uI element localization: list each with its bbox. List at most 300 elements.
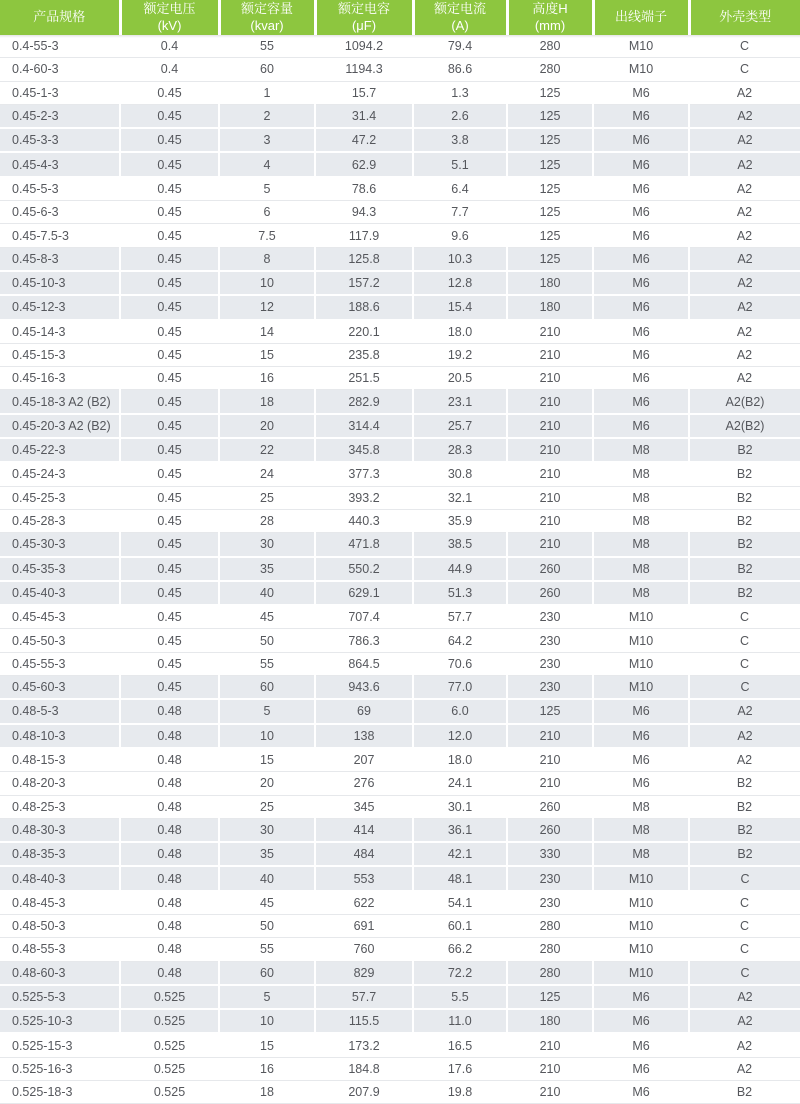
table-cell: 0.45 [120, 509, 219, 532]
table-cell: M8 [593, 795, 689, 818]
column-header-product-spec [0, 0, 120, 35]
table-cell: 0.48-45-3 [0, 891, 120, 915]
table-cell: 1.3 [413, 81, 507, 104]
table-cell: 0.48 [120, 891, 219, 915]
column-header-shell-type [689, 0, 800, 35]
table-cell: 50 [219, 629, 315, 652]
table-cell: 0.45 [120, 533, 219, 557]
table-cell: 345.8 [315, 438, 413, 462]
table-cell: B2 [689, 795, 800, 818]
table-cell: M6 [593, 104, 689, 128]
table-cell: A2 [689, 247, 800, 271]
table-cell: 184.8 [315, 1057, 413, 1080]
table-cell: 0.45-12-3 [0, 295, 120, 319]
table-cell: A2 [689, 1009, 800, 1033]
table-cell: 18 [219, 390, 315, 414]
table-cell: 207 [315, 748, 413, 772]
table-cell: 210 [507, 390, 593, 414]
table-cell: 3 [219, 128, 315, 152]
table-cell: 0.4-60-3 [0, 58, 120, 81]
table-cell: 20 [219, 772, 315, 795]
table-cell: 230 [507, 676, 593, 700]
table-row [0, 772, 800, 795]
table-row [0, 104, 800, 128]
table-cell: 72.2 [413, 961, 507, 985]
table-cell: 0.48-60-3 [0, 961, 120, 985]
table-cell: 943.6 [315, 676, 413, 700]
table-cell: M8 [593, 486, 689, 509]
table-cell: 280 [507, 58, 593, 81]
table-row [0, 177, 800, 201]
table-cell: 57.7 [315, 985, 413, 1009]
table-cell: 62.9 [315, 152, 413, 176]
table-row [0, 271, 800, 295]
table-cell: 15.4 [413, 295, 507, 319]
table-cell: M6 [593, 748, 689, 772]
table-cell: 0.45 [120, 629, 219, 652]
table-cell: M10 [593, 961, 689, 985]
table-cell: M6 [593, 201, 689, 224]
table-cell: 0.48-55-3 [0, 938, 120, 961]
table-cell: M6 [593, 343, 689, 366]
table-row [0, 509, 800, 532]
table-cell: M10 [593, 35, 689, 58]
table-cell: 5.5 [413, 985, 507, 1009]
table-row [0, 842, 800, 866]
table-cell: 5 [219, 699, 315, 723]
table-cell: 210 [507, 486, 593, 509]
table-row [0, 557, 800, 581]
header-label: 出线端子 [595, 9, 688, 25]
table-cell: 35.9 [413, 509, 507, 532]
table-cell: 0.45 [120, 367, 219, 390]
table-cell: M6 [593, 81, 689, 104]
table-cell: 54.1 [413, 891, 507, 915]
table-cell: 393.2 [315, 486, 413, 509]
table-cell: 0.45-4-3 [0, 152, 120, 176]
table-cell: 5 [219, 177, 315, 201]
table-cell: 230 [507, 866, 593, 890]
table-cell: 210 [507, 367, 593, 390]
table-cell: M8 [593, 509, 689, 532]
table-cell: 16 [219, 367, 315, 390]
table-cell: 0.45 [120, 247, 219, 271]
table-cell: 7.5 [219, 224, 315, 247]
table-cell: 0.45 [120, 414, 219, 438]
table-cell: 28.3 [413, 438, 507, 462]
table-cell: 20 [219, 414, 315, 438]
table-cell: M6 [593, 414, 689, 438]
table-cell: 10 [219, 271, 315, 295]
table-cell: 0.45-45-3 [0, 605, 120, 629]
table-row [0, 818, 800, 842]
header-unit: (A) [415, 18, 506, 34]
table-cell: 230 [507, 652, 593, 675]
table-cell: 0.525-5-3 [0, 985, 120, 1009]
table-row [0, 367, 800, 390]
table-cell: 0.45 [120, 128, 219, 152]
table-cell: 0.45-3-3 [0, 128, 120, 152]
table-cell: 0.45 [120, 581, 219, 605]
table-cell: 55 [219, 35, 315, 58]
table-cell: 45 [219, 605, 315, 629]
table-cell: 18 [219, 1081, 315, 1104]
table-cell: 12 [219, 295, 315, 319]
table-cell: 707.4 [315, 605, 413, 629]
table-cell: 0.45 [120, 676, 219, 700]
table-cell: B2 [689, 818, 800, 842]
table-cell: 30 [219, 818, 315, 842]
table-cell: M8 [593, 842, 689, 866]
table-cell: 0.48 [120, 938, 219, 961]
table-cell: B2 [689, 1081, 800, 1104]
table-cell: 0.48 [120, 842, 219, 866]
table-cell: M6 [593, 724, 689, 748]
table-cell: M6 [593, 247, 689, 271]
table-cell: 15 [219, 1033, 315, 1057]
table-cell: M10 [593, 914, 689, 937]
table-cell: 0.525 [120, 1081, 219, 1104]
table-cell: A2 [689, 748, 800, 772]
table-row [0, 224, 800, 247]
table-cell: 0.45-35-3 [0, 557, 120, 581]
header-label: 额定电流 [415, 1, 506, 17]
table-cell: A2 [689, 224, 800, 247]
table-row [0, 795, 800, 818]
table-cell: 210 [507, 320, 593, 344]
table-cell: 180 [507, 1009, 593, 1033]
table-cell: 0.45 [120, 557, 219, 581]
table-cell: 24.1 [413, 772, 507, 795]
table-cell: 0.4 [120, 58, 219, 81]
table-cell: 125 [507, 104, 593, 128]
table-cell: A2 [689, 177, 800, 201]
table-cell: M6 [593, 271, 689, 295]
table-cell: 260 [507, 818, 593, 842]
table-cell: 0.45 [120, 652, 219, 675]
table-cell: 622 [315, 891, 413, 915]
table-cell: 0.48-35-3 [0, 842, 120, 866]
header-unit: (kvar) [221, 18, 314, 34]
table-cell: 125 [507, 699, 593, 723]
table-cell: 24 [219, 462, 315, 486]
table-row [0, 699, 800, 723]
table-cell: 16 [219, 1057, 315, 1080]
table-cell: 78.6 [315, 177, 413, 201]
table-row [0, 81, 800, 104]
column-header-rated-current [413, 0, 507, 35]
table-cell: C [689, 652, 800, 675]
table-cell: 210 [507, 1033, 593, 1057]
table-cell: B2 [689, 581, 800, 605]
table-cell: 42.1 [413, 842, 507, 866]
header-label: 产品规格 [0, 9, 119, 25]
table-cell: 0.45-2-3 [0, 104, 120, 128]
table-cell: 79.4 [413, 35, 507, 58]
table-cell: 0.45 [120, 462, 219, 486]
column-header-height [507, 0, 593, 35]
table-cell: 60.1 [413, 914, 507, 937]
table-row [0, 629, 800, 652]
table-cell: 260 [507, 581, 593, 605]
table-cell: A2 [689, 699, 800, 723]
header-unit: (kV) [122, 18, 218, 34]
table-cell: M8 [593, 818, 689, 842]
table-cell: 0.48-50-3 [0, 914, 120, 937]
table-cell: 314.4 [315, 414, 413, 438]
table-cell: B2 [689, 842, 800, 866]
table-row [0, 128, 800, 152]
table-cell: 1 [219, 81, 315, 104]
table-cell: 0.45 [120, 201, 219, 224]
table-cell: 0.525 [120, 985, 219, 1009]
table-cell: 48.1 [413, 866, 507, 890]
table-cell: 125 [507, 247, 593, 271]
table-cell: 0.45-55-3 [0, 652, 120, 675]
table-cell: 51.3 [413, 581, 507, 605]
table-cell: M10 [593, 629, 689, 652]
table-cell: 20.5 [413, 367, 507, 390]
table-cell: 210 [507, 509, 593, 532]
table-row [0, 343, 800, 366]
table-cell: 47.2 [315, 128, 413, 152]
table-cell: 77.0 [413, 676, 507, 700]
table-cell: 64.2 [413, 629, 507, 652]
table-cell: A2 [689, 295, 800, 319]
table-cell: 210 [507, 1057, 593, 1080]
table-cell: 550.2 [315, 557, 413, 581]
table-row [0, 676, 800, 700]
table-row [0, 438, 800, 462]
table-cell: 230 [507, 891, 593, 915]
table-cell: C [689, 35, 800, 58]
table-cell: 44.9 [413, 557, 507, 581]
table-cell: 0.45 [120, 605, 219, 629]
header-unit: (mm) [509, 18, 592, 34]
table-row [0, 748, 800, 772]
table-cell: 28 [219, 509, 315, 532]
table-cell: 16.5 [413, 1033, 507, 1057]
table-cell: 6 [219, 201, 315, 224]
table-cell: M6 [593, 320, 689, 344]
table-cell: M8 [593, 557, 689, 581]
table-cell: 125 [507, 985, 593, 1009]
table-cell: 22 [219, 438, 315, 462]
table-row [0, 1057, 800, 1080]
table-cell: M10 [593, 866, 689, 890]
header-label: 额定容量 [221, 1, 314, 17]
table-cell: 691 [315, 914, 413, 937]
table-cell: 0.45 [120, 390, 219, 414]
table-cell: M10 [593, 891, 689, 915]
table-cell: B2 [689, 772, 800, 795]
table-cell: 69 [315, 699, 413, 723]
table-cell: 10 [219, 724, 315, 748]
table-cell: 0.45-14-3 [0, 320, 120, 344]
table-cell: 70.6 [413, 652, 507, 675]
table-cell: 760 [315, 938, 413, 961]
table-cell: 173.2 [315, 1033, 413, 1057]
table-cell: 94.3 [315, 201, 413, 224]
table-row [0, 247, 800, 271]
table-cell: 23.1 [413, 390, 507, 414]
table-cell: 86.6 [413, 58, 507, 81]
table-row [0, 390, 800, 414]
table-cell: M6 [593, 1033, 689, 1057]
table-cell: C [689, 676, 800, 700]
table-cell: 17.6 [413, 1057, 507, 1080]
table-cell: 0.45-6-3 [0, 201, 120, 224]
table-cell: 1194.3 [315, 58, 413, 81]
table-cell: 0.45-15-3 [0, 343, 120, 366]
table-cell: M10 [593, 676, 689, 700]
table-cell: 280 [507, 914, 593, 937]
table-cell: A2 [689, 201, 800, 224]
table-cell: B2 [689, 557, 800, 581]
table-cell: 1094.2 [315, 35, 413, 58]
table-cell: M6 [593, 224, 689, 247]
table-row [0, 652, 800, 675]
table-cell: 25 [219, 486, 315, 509]
table-cell: 0.48 [120, 818, 219, 842]
table-cell: B2 [689, 509, 800, 532]
table-cell: 280 [507, 938, 593, 961]
table-cell: 0.45 [120, 152, 219, 176]
header-label: 额定电压 [122, 1, 218, 17]
table-cell: C [689, 629, 800, 652]
table-cell: 32.1 [413, 486, 507, 509]
table-cell: 210 [507, 772, 593, 795]
table-cell: 0.45-10-3 [0, 271, 120, 295]
table-cell: 15 [219, 343, 315, 366]
table-cell: 125 [507, 224, 593, 247]
table-cell: 251.5 [315, 367, 413, 390]
table-cell: A2 [689, 81, 800, 104]
table-cell: 60 [219, 58, 315, 81]
table-cell: C [689, 961, 800, 985]
table-cell: 0.45-30-3 [0, 533, 120, 557]
table-cell: 210 [507, 343, 593, 366]
table-cell: 25.7 [413, 414, 507, 438]
table-cell: 280 [507, 35, 593, 58]
table-cell: 36.1 [413, 818, 507, 842]
table-cell: C [689, 938, 800, 961]
table-cell: 0.45-8-3 [0, 247, 120, 271]
table-cell: 230 [507, 605, 593, 629]
table-cell: 30.8 [413, 462, 507, 486]
table-cell: 12.8 [413, 271, 507, 295]
table-cell: 138 [315, 724, 413, 748]
table-cell: 0.48 [120, 699, 219, 723]
table-cell: 2 [219, 104, 315, 128]
table-cell: 125 [507, 81, 593, 104]
table-cell: B2 [689, 533, 800, 557]
table-row [0, 724, 800, 748]
table-cell: 66.2 [413, 938, 507, 961]
table-cell: 864.5 [315, 652, 413, 675]
table-cell: 0.45 [120, 271, 219, 295]
table-cell: A2 [689, 104, 800, 128]
table-cell: 207.9 [315, 1081, 413, 1104]
table-cell: 0.45 [120, 486, 219, 509]
table-row [0, 201, 800, 224]
table-cell: 38.5 [413, 533, 507, 557]
table-cell: 260 [507, 795, 593, 818]
table-cell: 210 [507, 724, 593, 748]
table-row [0, 1081, 800, 1104]
table-cell: B2 [689, 438, 800, 462]
table-cell: 210 [507, 533, 593, 557]
table-cell: 0.48-20-3 [0, 772, 120, 795]
table-cell: M6 [593, 367, 689, 390]
table-row [0, 985, 800, 1009]
table-cell: 210 [507, 748, 593, 772]
table-cell: 3.8 [413, 128, 507, 152]
table-cell: 12.0 [413, 724, 507, 748]
table-cell: 0.45 [120, 81, 219, 104]
table-cell: 125 [507, 201, 593, 224]
table-cell: 40 [219, 866, 315, 890]
table-cell: 117.9 [315, 224, 413, 247]
spec-table-body [0, 35, 800, 1104]
table-cell: 0.45 [120, 295, 219, 319]
table-cell: 60 [219, 961, 315, 985]
table-cell: 0.525-15-3 [0, 1033, 120, 1057]
table-cell: 125 [507, 152, 593, 176]
table-cell: M10 [593, 58, 689, 81]
table-row [0, 58, 800, 81]
table-cell: 0.45 [120, 104, 219, 128]
table-cell: 30 [219, 533, 315, 557]
table-cell: 9.6 [413, 224, 507, 247]
table-cell: 19.8 [413, 1081, 507, 1104]
table-cell: 0.525-16-3 [0, 1057, 120, 1080]
table-row [0, 1033, 800, 1057]
table-cell: 0.45-1-3 [0, 81, 120, 104]
table-cell: 235.8 [315, 343, 413, 366]
table-cell: 14 [219, 320, 315, 344]
header-unit: (μF) [317, 18, 412, 34]
table-cell: A2 [689, 1033, 800, 1057]
table-cell: 57.7 [413, 605, 507, 629]
table-cell: M6 [593, 128, 689, 152]
table-cell: 0.45 [120, 224, 219, 247]
table-cell: 553 [315, 866, 413, 890]
table-cell: 0.45 [120, 320, 219, 344]
table-cell: 0.45-50-3 [0, 629, 120, 652]
table-cell: 0.45-40-3 [0, 581, 120, 605]
table-cell: 220.1 [315, 320, 413, 344]
table-cell: B2 [689, 486, 800, 509]
table-cell: A2 [689, 724, 800, 748]
table-cell: 5 [219, 985, 315, 1009]
column-header-terminal [593, 0, 689, 35]
table-cell: 0.45-5-3 [0, 177, 120, 201]
table-cell: 125 [507, 128, 593, 152]
table-row [0, 533, 800, 557]
table-cell: C [689, 891, 800, 915]
table-cell: 829 [315, 961, 413, 985]
table-cell: 0.48 [120, 748, 219, 772]
table-cell: 0.45-24-3 [0, 462, 120, 486]
table-cell: 0.525 [120, 1033, 219, 1057]
header-label: 高度H [509, 1, 592, 17]
table-cell: M6 [593, 699, 689, 723]
table-cell: 210 [507, 414, 593, 438]
table-cell: 0.45-22-3 [0, 438, 120, 462]
table-cell: 210 [507, 438, 593, 462]
table-cell: 0.48-15-3 [0, 748, 120, 772]
